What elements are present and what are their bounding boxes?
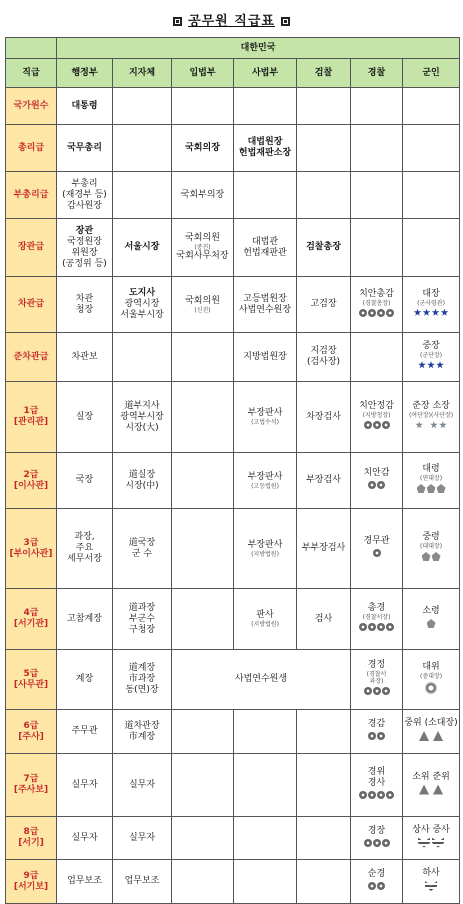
grade-cell: 8급 [서기] [6,817,57,860]
police-cell: 경무관 [351,509,403,589]
col-admin: 행정부 [57,59,113,88]
grade-cell: 장관급 [6,219,57,277]
pros-cell: 검사 [297,589,351,650]
table-row [6,125,460,172]
col-police: 경찰 [351,59,403,88]
military-cell: 하사 [403,860,460,904]
table-row [6,333,460,382]
police-cell: 치안감 [351,453,403,509]
military-cell: 중위 (소대장) [403,710,460,754]
local-cell: 道차관장 市계장 [113,710,172,754]
police-cell: 치안정감 (지방청장) [351,382,403,453]
jud-cell: 지방법원장 [234,333,297,382]
grade-cell: 국가원수 [6,88,57,125]
table-row [6,650,460,710]
two-star-icon [404,421,458,433]
admin-cell: 실무자 [57,754,113,817]
pros-cell: 검찰총장 [297,219,351,277]
admin-cell: 대통령 [57,88,113,125]
table-row [6,453,460,509]
admin-cell: 계장 [57,650,113,710]
grade-cell: 부총리급 [6,172,57,219]
table-row [6,754,460,817]
pros-cell: 부장검사 [297,453,351,509]
grade-cell: 2급 [이사관] [6,453,57,509]
legis-cell: 국회의원 (중진) 국회사무처장 [172,219,234,277]
lieutenant-insignia-icon [404,731,458,745]
admin-cell: 차관 청장 [57,277,113,333]
local-cell: 실무자 [113,817,172,860]
table-row [6,88,460,125]
jud-cell: 대법원장 헌법재판소장 [234,125,297,172]
pros-cell: 지검장 (검사장) [297,333,351,382]
col-jud: 사법부 [234,59,297,88]
table-row [6,509,460,589]
jud-cell: 판사 (지방법원) [234,589,297,650]
sergeant-chevron-icon [404,838,458,852]
military-cell: 소위 준위 [403,754,460,817]
local-cell: 서울시장 [113,219,172,277]
table-row [6,710,460,754]
local-cell: 도지사 광역시장 서울부시장 [113,277,172,333]
admin-cell: 업무보조 [57,860,113,904]
military-cell: 중령 (대대장) [403,509,460,589]
police-cell: 경정 (경찰서 과장) [351,650,403,710]
admin-cell: 차관보 [57,333,113,382]
lt-colonel-insignia-icon [404,552,458,565]
three-star-icon [404,361,458,373]
colonel-insignia-icon [404,484,458,497]
table-row [6,382,460,453]
military-cell: 대령 (연대장) [403,453,460,509]
grade-cell: 차관급 [6,277,57,333]
local-cell: 道국장 군 수 [113,509,172,589]
military-cell: 중장 (군단장) [403,333,460,382]
military-cell: 대장 (군사령관) [403,277,460,333]
jud-cell: 부장판사 (지방법원) [234,509,297,589]
local-cell: 道계장 市과장 동(면)장 [113,650,172,710]
col-military: 군인 [403,59,460,88]
table-row [6,172,460,219]
local-cell: 실무자 [113,754,172,817]
jud-cell: 부장판사 (고법수석) [234,382,297,453]
military-cell: 소령 [403,589,460,650]
admin-cell: 실무자 [57,817,113,860]
col-local: 지자체 [113,59,172,88]
police-cell: 경장 [351,817,403,860]
admin-cell: 고참계장 [57,589,113,650]
second-lt-insignia-icon [404,785,458,799]
square-bullet-icon [173,17,182,26]
pros-cell: 고검장 [297,277,351,333]
page-title: 공무원 직급표 [0,10,463,32]
pros-cell: 차장검사 [297,382,351,453]
police-insignia-icon [352,732,401,744]
table-row [6,589,460,650]
col-legis: 입법부 [172,59,234,88]
police-cell: 순경 [351,860,403,904]
grade-cell: 6급 [주사] [6,710,57,754]
police-insignia-icon [352,309,401,321]
admin-cell: 과장, 주요 세무서장 [57,509,113,589]
police-cell: 총경 (경찰서장) [351,589,403,650]
major-insignia-icon [404,619,458,632]
table-row [6,817,460,860]
legis-cell: 국회의원 (신진) [172,277,234,333]
table-row [6,277,460,333]
admin-cell: 주무관 [57,710,113,754]
admin-cell: 장관 국정원장 위원장 (공정위 등) [57,219,113,277]
grade-cell: 총리급 [6,125,57,172]
jud-cell: 고등법원장 사법연수원장 [234,277,297,333]
table-row [6,219,460,277]
local-cell: 道부지사 광역부시장 시장(大) [113,382,172,453]
police-insignia-icon [352,549,401,561]
police-insignia-icon [352,421,401,433]
police-insignia-icon [352,481,401,493]
grade-cell: 준차관급 [6,333,57,382]
table-row [6,860,460,904]
jud-cell: 부장판사 (고등법원) [234,453,297,509]
police-insignia-icon [352,882,401,894]
grade-table [5,37,460,904]
local-cell: 道실장 시장(中) [113,453,172,509]
grade-cell: 3급 [부이사관] [6,509,57,589]
legis-cell: 국회의장 [172,125,234,172]
captain-insignia-icon [404,682,458,698]
police-insignia-icon [352,687,401,699]
admin-cell: 국장 [57,453,113,509]
grade-cell: 4급 [서기관] [6,589,57,650]
country-header: 대한민국 [57,38,460,59]
square-bullet-icon [281,17,290,26]
admin-cell: 국무총리 [57,125,113,172]
military-cell: 상사 중사 [403,817,460,860]
col-grade: 직급 [6,59,57,88]
four-star-icon [404,309,458,321]
jud-cell: 대법관 헌법재판관 [234,219,297,277]
military-cell: 준장 소장 (여단장)(사단장) [403,382,460,453]
local-cell: 업무보조 [113,860,172,904]
police-insignia-icon [352,839,401,851]
grade-cell: 7급 [주사보] [6,754,57,817]
grade-cell: 5급 [사무관] [6,650,57,710]
grade-cell: 1급 [관리관] [6,382,57,453]
police-cell: 치안총감 (경찰총장) [351,277,403,333]
police-insignia-icon [352,791,401,803]
grade-cell: 9급 [서기보] [6,860,57,904]
col-pros: 검찰 [297,59,351,88]
admin-cell: 부총리 (재경부 등) 감사원장 [57,172,113,219]
pros-cell: 부부장검사 [297,509,351,589]
trainee-cell: 사법연수원생 [172,650,351,710]
admin-cell: 실장 [57,382,113,453]
local-cell: 道과장 부군수 구청장 [113,589,172,650]
police-insignia-icon [352,623,401,635]
legis-cell: 국회부의장 [172,172,234,219]
police-cell: 경위 경사 [351,754,403,817]
police-cell: 경감 [351,710,403,754]
staff-sergeant-chevron-icon [404,881,458,895]
military-cell: 대위 (중대장) [403,650,460,710]
